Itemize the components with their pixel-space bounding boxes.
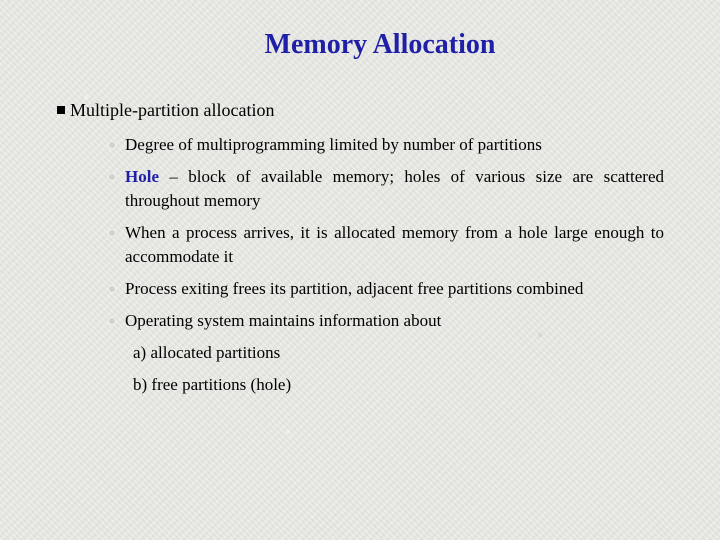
slide-title: Memory Allocation (264, 29, 496, 60)
sub-bullet-text: Process exiting frees its partition, adjacent free partitions combined (125, 279, 584, 298)
sub-bullet-process-exiting (108, 277, 664, 301)
circle-bullet-icon (108, 141, 116, 149)
square-bullet-icon (57, 106, 65, 114)
sub-bullet-hole (108, 165, 664, 213)
circle-bullet-icon (108, 229, 116, 237)
main-bullet-text: Multiple-partition allocation (70, 100, 275, 120)
circle-bullet-icon (108, 285, 116, 293)
main-bullet (70, 100, 274, 122)
sub-bullet-process-arrives (108, 221, 664, 269)
circle-bullet-icon (108, 173, 116, 181)
circle-bullet-icon (108, 317, 116, 325)
sub-bullet-text: Degree of multiprogramming limited by number of partitions (125, 135, 542, 154)
allocated-partitions-line: a) allocated partitions (133, 343, 281, 362)
sub-bullet-text: Operating system maintains information about (125, 311, 442, 330)
sub-bullet-list (108, 133, 664, 333)
sub-bullet-text: When a process arrives, it is allocated memory from a hole large enough to accommodate it (125, 223, 664, 266)
free-partitions-line: b) free partitions (hole) (133, 375, 292, 394)
sub-bullet-os-maintains (108, 309, 664, 333)
sub-bullet-multiprogramming (108, 133, 664, 157)
sub-bullet-text: – block of available memory; holes of various size are scattered throughout memory (125, 167, 664, 210)
hole-term: Hole (125, 167, 159, 186)
